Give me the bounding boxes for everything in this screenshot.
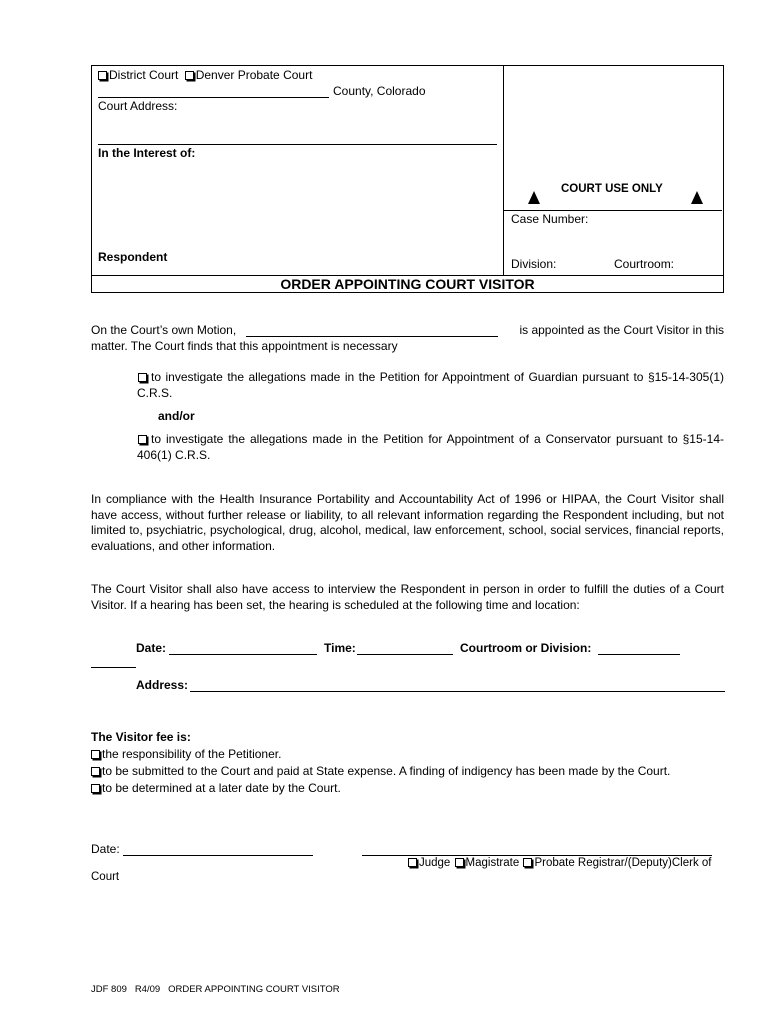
signature-line[interactable] — [362, 855, 712, 856]
denver-probate-court-checkbox[interactable] — [185, 71, 194, 80]
guardian-option-text: to investigate the allegations made in the Petition for Appointment of Guardian pursuant to §15-14-305(1) C.R.S. — [137, 370, 724, 400]
interview-paragraph: The Court Visitor shall also have access to interview the Respondent in person in order to fulfill the duties of a Court Visitor. If a hearing has been set, the hearing is scheduled at the following time and location: — [91, 582, 724, 612]
triangle-right-icon — [691, 191, 703, 204]
hearing-courtroom-label: Courtroom or Division: — [460, 641, 592, 655]
document-title: ORDER APPOINTING COURT VISITOR — [280, 276, 535, 292]
court-use-only-label: COURT USE ONLY — [561, 183, 663, 195]
fee-petitioner-checkbox[interactable] — [91, 750, 100, 759]
registrar-label: Probate Registrar/(Deputy)Clerk of — [534, 857, 712, 869]
fee-option-3 — [90, 781, 341, 795]
motion-text-b: is appointed as the Court Visitor in this — [519, 323, 724, 337]
division-label: Division: — [511, 257, 557, 271]
hearing-date-label: Date: — [136, 641, 167, 655]
triangle-left-icon — [528, 191, 540, 204]
district-court-label: District Court — [109, 68, 179, 82]
respondent-label: Respondent — [98, 250, 168, 264]
judge-label: Judge — [419, 857, 451, 869]
hearing-time-label: Time: — [324, 641, 356, 655]
case-number-label: Case Number: — [511, 212, 589, 226]
denver-probate-court-label: Denver Probate Court — [195, 68, 313, 82]
county-label: County, Colorado — [333, 84, 426, 98]
hearing-courtroom-line[interactable] — [598, 654, 680, 655]
court-label: Court — [91, 871, 120, 883]
fee-state-expense-checkbox[interactable] — [91, 767, 100, 776]
hearing-date-line[interactable] — [169, 654, 317, 655]
hearing-courtroom-line-continued[interactable] — [91, 667, 136, 668]
signature-date-label: Date: — [91, 842, 120, 856]
signer-title-row — [407, 857, 711, 869]
courtroom-label: Courtroom: — [614, 257, 675, 271]
hipaa-paragraph: In compliance with the Health Insurance Portability and Accountability Act of 1996 or HIPAA, the Court Visitor shall have access, without further release or liability, to all relevant information regarding the Respondent including, but not limited to, psychiatric, psychological, drug, alcohol, medical, law enforcement, school, social services, financial reports, evaluations, and other information. — [91, 492, 724, 553]
registrar-checkbox[interactable] — [523, 858, 532, 867]
court-use-divider — [504, 210, 722, 211]
court-type-row — [97, 68, 312, 82]
form-footer: JDF 809 R4/09 ORDER APPOINTING COURT VISITOR — [91, 984, 340, 995]
court-address-label: Court Address: — [98, 99, 178, 113]
in-the-interest-of-label: In the Interest of: — [98, 146, 196, 160]
motion-text-a: On the Court’s own Motion, — [91, 323, 237, 337]
county-blank-line[interactable] — [98, 97, 329, 98]
fee-option-1-text: the responsibility of the Petitioner. — [102, 747, 282, 761]
magistrate-label: Magistrate — [465, 857, 520, 869]
hearing-address-label: Address: — [136, 678, 189, 692]
fee-option-1 — [90, 747, 281, 761]
signature-date-line[interactable] — [123, 855, 313, 856]
and-or-label: and/or — [158, 409, 195, 423]
fee-later-date-checkbox[interactable] — [91, 784, 100, 793]
court-visitor-name-line[interactable] — [246, 336, 498, 337]
court-address-line[interactable] — [98, 144, 497, 145]
fee-option-3-text: to be determined at a later date by the Court. — [102, 781, 341, 795]
hearing-address-line[interactable] — [190, 691, 725, 692]
district-court-checkbox[interactable] — [98, 71, 107, 80]
conservator-option-text: to investigate the allegations made in the Petition for Appointment of a Conservator pursuant to §15-14-406(1) C.R.S. — [137, 432, 724, 462]
hearing-time-line[interactable] — [357, 654, 453, 655]
fee-option-2 — [90, 764, 670, 778]
fee-heading: The Visitor fee is: — [91, 730, 191, 744]
caption-vertical-divider — [503, 65, 504, 276]
magistrate-checkbox[interactable] — [455, 858, 464, 867]
judge-checkbox[interactable] — [408, 858, 417, 867]
fee-option-2-text: to be submitted to the Court and paid at State expense. A finding of indigency has been made by the Court. — [102, 764, 671, 778]
motion-line-2: matter. The Court finds that this appointment is necessary — [91, 339, 398, 353]
